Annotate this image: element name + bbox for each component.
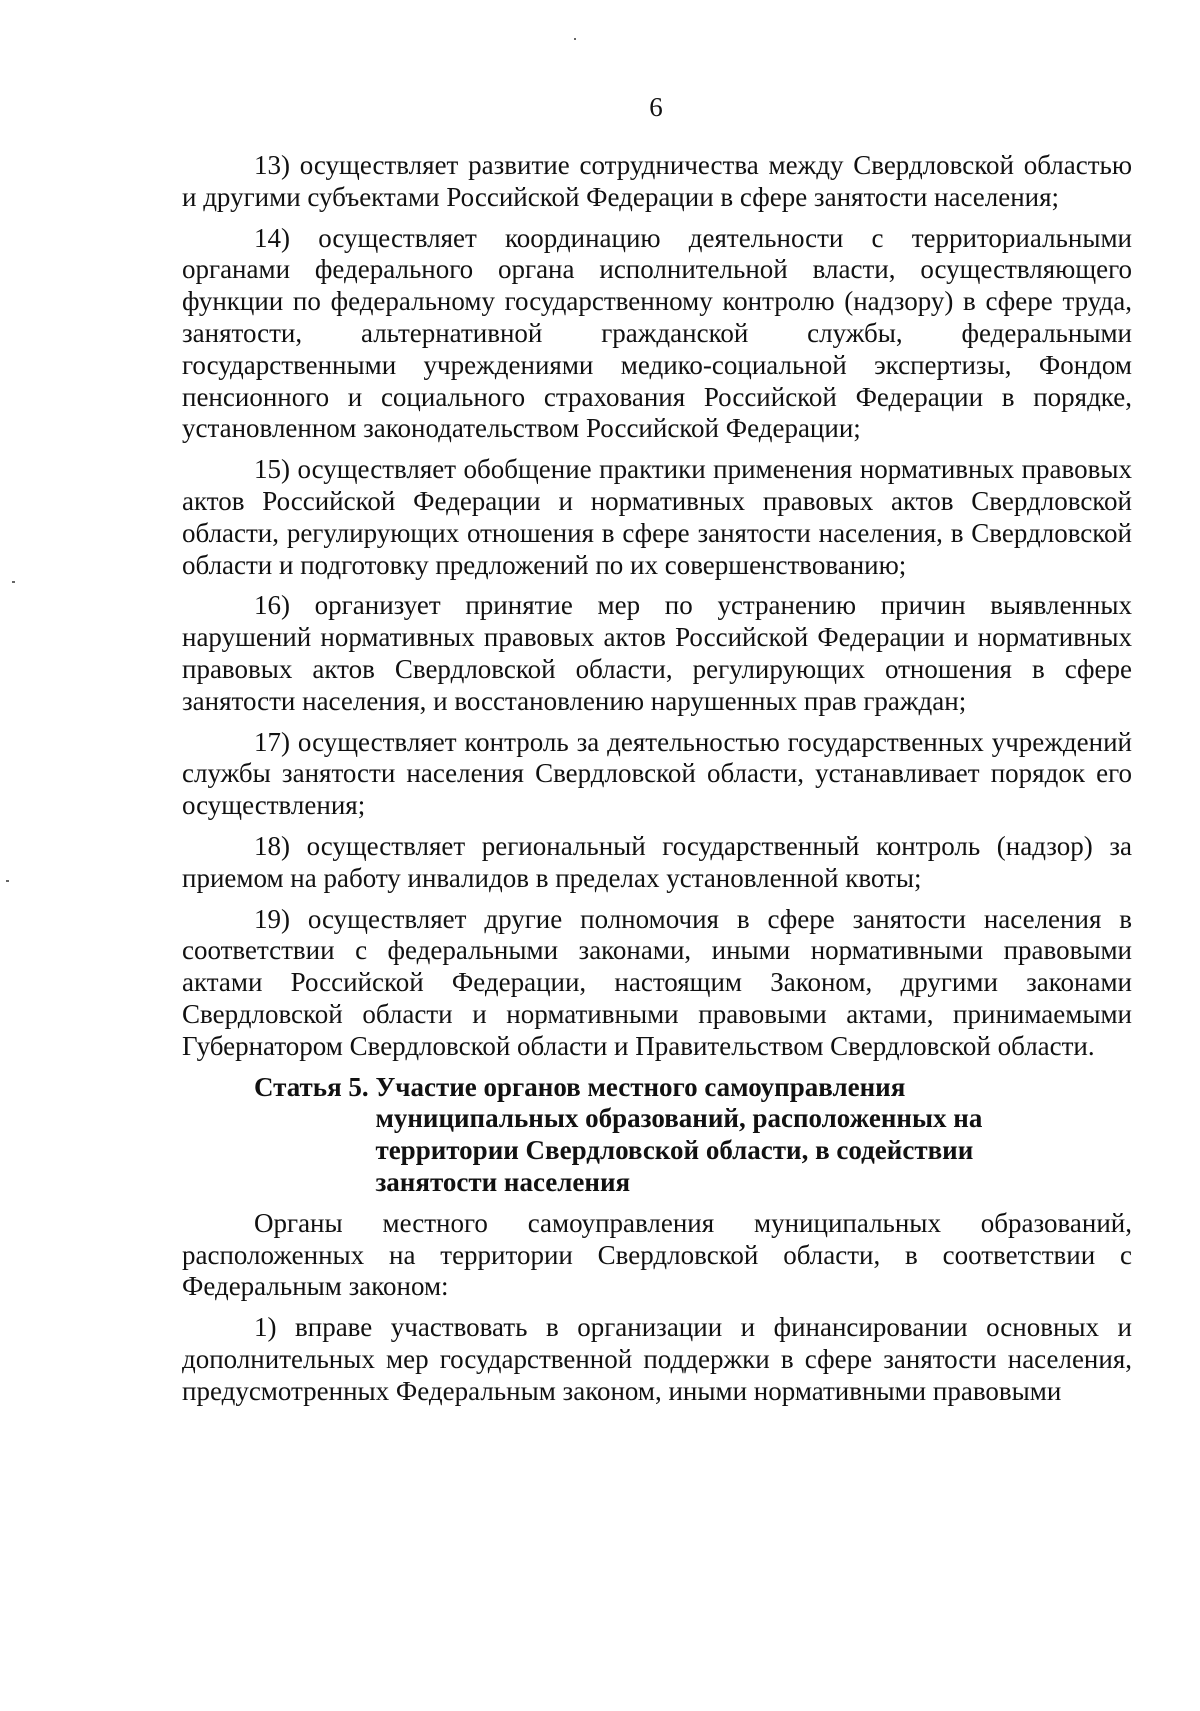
scan-speck bbox=[6, 880, 9, 882]
paragraph-item-18: 18) осуществляет региональный государственный контроль (надзор) за приемом на работу инвалидов в пределах установленной квоты; bbox=[182, 830, 1132, 893]
paragraph-item-15: 15) осуществляет обобщение практики применения нормативных правовых актов Российской Федерации и нормативных правовых актов Свердловской области, регулирующих отношения в сфере занятости населения, в Свердловской области и подготовку предложений по их совершенствованию; bbox=[182, 454, 1132, 580]
scan-speck bbox=[574, 38, 576, 40]
article-heading bbox=[254, 1072, 1132, 1199]
article-item-1: 1) вправе участвовать в организации и финансировании основных и дополнительных мер государственной поддержки в сфере занятости населения, предусмотренных Федеральным законом, иными нормативными правовыми bbox=[182, 1312, 1132, 1406]
scan-speck bbox=[12, 581, 15, 583]
paragraph-item-16: 16) организует принятие мер по устранению причин выявленных нарушений нормативных правовых актов Российской Федерации и нормативных правовых актов Свердловской области, регулирующих отношения в сфере занятости населения, и восстановлению нарушенных прав граждан; bbox=[182, 590, 1132, 716]
article-title: Участие органов местного самоуправления муниципальных образований, расположенных на территории Свердловской области, в содействии занятости населения bbox=[375, 1071, 983, 1197]
paragraph-item-19: 19) осуществляет другие полномочия в сфере занятости населения в соответствии с федеральными законами, иными нормативными правовыми актами Российской Федерации, настоящим Законом, другими законами Свердловской области и нормативными правовыми актами, принимаемыми Губернатором Свердловской области и Правительством Свердловской области. bbox=[182, 903, 1132, 1061]
paragraph-item-13: 13) осуществляет развитие сотрудничества между Свердловской областью и другими субъектами Российской Федерации в сфере занятости населения; bbox=[182, 150, 1132, 212]
paragraph-item-17: 17) осуществляет контроль за деятельностью государственных учреждений службы занятости населения Свердловской области, устанавливает порядок его осуществления; bbox=[182, 726, 1132, 821]
article-label: Статья 5. bbox=[254, 1071, 369, 1102]
page-number: 6 bbox=[649, 92, 663, 122]
article-intro-paragraph: Органы местного самоуправления муниципальных образований, расположенных на территории Свердловской области, в соответствии с Федеральным законом: bbox=[182, 1207, 1132, 1302]
paragraph-item-14: 14) осуществляет координацию деятельности с территориальными органами федерального органа исполнительной власти, осуществляющего функции по федеральному государственному контролю (надзору) в сфере труда, занятости, альтернативной гражданской службы, федеральными государственными учреждениями медико-социальной экспертизы, Фондом пенсионного и социального страхования Российской Федерации в порядке, установленном законодательством Российской Федерации; bbox=[182, 222, 1132, 444]
document-body bbox=[182, 150, 1132, 1416]
